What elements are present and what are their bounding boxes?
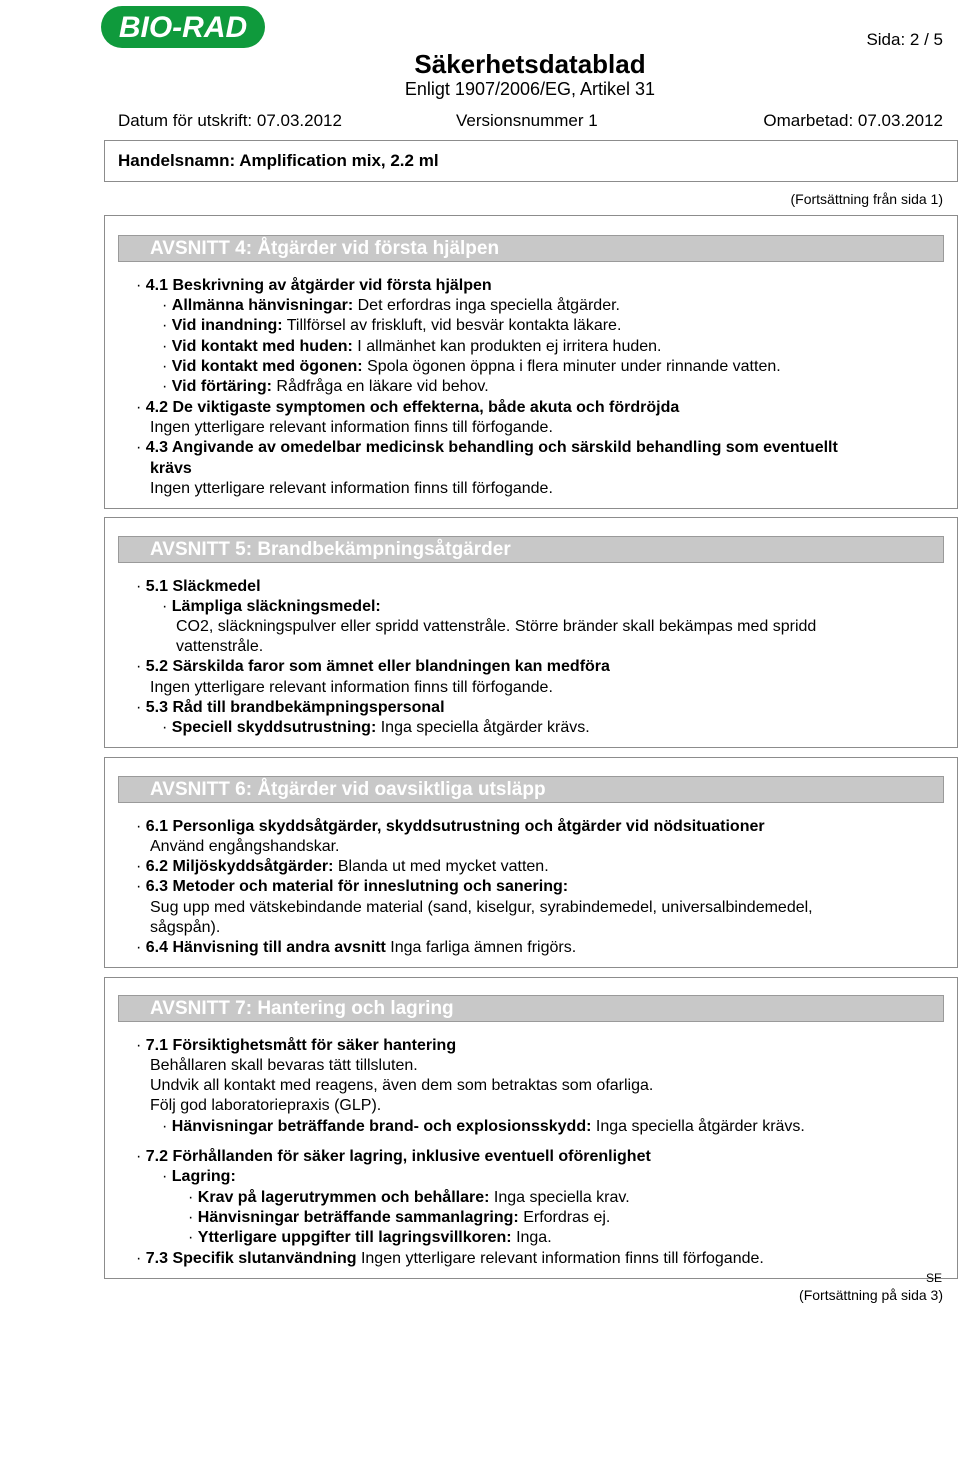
subsection-7-1-line-2: Undvik all kontakt med reagens, även dem som betraktas som ofarliga. [150,1077,654,1094]
subsection-6-3-text: Sug upp med vätskebindande material (sand, kiselgur, syrabindemedel, universalbindemedel, [150,899,813,916]
continued-from: (Fortsättning från sida 1) [790,191,943,207]
subsection-6-4: · 6.4 Hänvisning till andra avsnitt Inga farliga ämnen frigörs. [136,939,577,956]
protective-equipment: · Speciell skyddsutrustning: Inga speciella åtgärder krävs. [162,719,590,736]
general-advice: · Allmänna hänvisningar: Det erfordras inga speciella åtgärder. [162,297,620,314]
subsection-7-1: · 7.1 Försiktighetsmått för säker hantering [136,1037,457,1054]
further-storage-info: · Ytterligare uppgifter till lagringsvillkoren: Inga. [188,1229,552,1246]
print-date: Datum för utskrift: 07.03.2012 [118,111,342,130]
section-5-heading: AVSNITT 5: Brandbekämpningsåtgärder [118,536,944,563]
fire-explosion-advice: · Hänvisningar beträffande brand- och explosionsskydd: Inga speciella åtgärder krävs. [162,1118,805,1135]
subsection-4-3-text: Ingen ytterligare relevant information finns till förfogande. [150,480,553,497]
storage-label: · Lagring: [162,1168,236,1185]
subsection-7-2: · 7.2 Förhållanden för säker lagring, inklusive eventuell oförenlighet [136,1148,651,1165]
trade-name: Handelsnamn: Amplification mix, 2.2 ml [118,151,439,170]
version-number: Versionsnummer 1 [456,111,598,130]
bio-rad-logo [100,5,266,49]
document-title: Säkerhetsdatablad [414,49,646,79]
document-subtitle: Enligt 1907/2006/EG, Artikel 31 [404,79,656,99]
subsection-6-3-text-cont: sågspån). [150,919,221,936]
subsection-7-1-line-1: Behållaren skall bevaras tätt tillsluten. [150,1057,418,1074]
subsection-7-1-line-3: Följ god laboratoriepraxis (GLP). [150,1097,382,1114]
joint-storage: · Hänvisningar beträffande sammanlagring: Erfordras ej. [188,1209,611,1226]
suitable-media-text-cont: vattenstråle. [176,638,264,655]
section-4-heading: AVSNITT 4: Åtgärder vid första hjälpen [118,235,944,262]
subsection-5-1: · 5.1 Släckmedel [136,578,261,595]
subsection-5-2: · 5.2 Särskilda faror som ämnet eller blandningen kan medföra [136,658,610,675]
subsection-4-1: · 4.1 Beskrivning av åtgärder vid första hjälpen [136,277,492,294]
revised-date: Omarbetad: 07.03.2012 [763,111,943,130]
logo-text: BIO-RAD [118,11,248,44]
skin-contact-advice: · Vid kontakt med huden: I allmänhet kan produkten ej irritera huden. [162,338,662,355]
subsection-6-2: · 6.2 Miljöskyddsåtgärder: Blanda ut med mycket vatten. [136,858,549,875]
subsection-6-1: · 6.1 Personliga skyddsåtgärder, skyddsutrustning och åtgärder vid nödsituationer [136,818,765,835]
storage-requirements: · Krav på lagerutrymmen och behållare: Inga speciella krav. [188,1189,630,1206]
suitable-media-label: · Lämpliga släckningsmedel: [162,598,381,615]
subsection-6-1-text: Använd engångshandskar. [150,838,340,855]
section-7-heading: AVSNITT 7: Hantering och lagring [118,995,944,1022]
subsection-5-3: · 5.3 Råd till brandbekämpningspersonal [136,699,445,716]
subsection-4-3: · 4.3 Angivande av omedelbar medicinsk behandling och särskild behandling som eventuellt [136,439,838,456]
subsection-4-2-text: Ingen ytterligare relevant information finns till förfogande. [150,419,553,436]
ingestion-advice: · Vid förtäring: Rådfråga en läkare vid behov. [162,378,489,395]
subsection-6-3: · 6.3 Metoder och material för inneslutning och sanering: [136,878,569,895]
eye-contact-advice: · Vid kontakt med ögonen: Spola ögonen öppna i flera minuter under rinnande vatten. [162,358,781,375]
subsection-5-2-text: Ingen ytterligare relevant information finns till förfogande. [150,679,553,696]
subsection-4-3-cont: krävs [150,460,192,477]
suitable-media-text: CO2, släckningspulver eller spridd vattenstråle. Större bränder skall bekämpas med spridd [176,618,817,635]
subsection-4-2: · 4.2 De viktigaste symptomen och effekterna, både akuta och fördröjda [136,399,680,416]
page-number: Sida: 2 / 5 [866,30,943,49]
subsection-7-3: · 7.3 Specifik slutanvändning Ingen ytterligare relevant information finns till förfogande. [136,1250,764,1267]
section-6-heading: AVSNITT 6: Åtgärder vid oavsiktliga utsläpp [118,776,944,803]
country-code: SE [926,1271,943,1285]
continued-to: (Fortsättning på sida 3) [799,1287,943,1303]
inhalation-advice: · Vid inandning: Tillförsel av friskluft, vid besvär kontakta läkare. [162,317,622,334]
